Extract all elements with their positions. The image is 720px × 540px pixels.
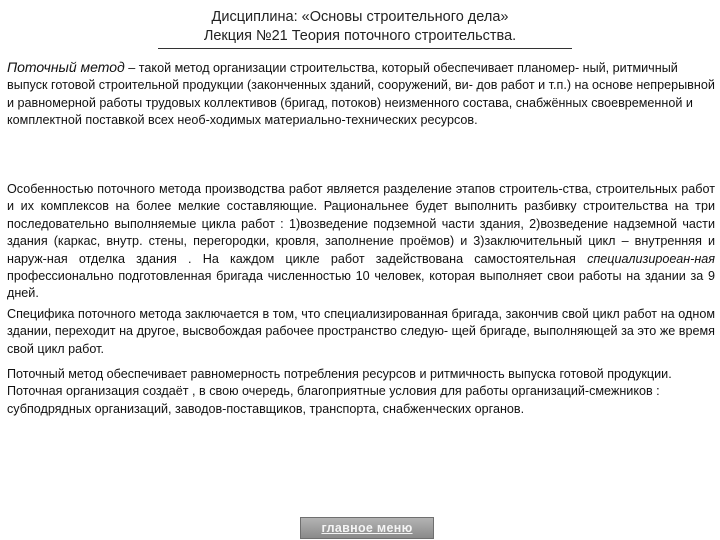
paragraph-definition xyxy=(7,59,715,130)
main-menu-label: главное меню xyxy=(321,521,413,535)
paragraph-specifics: Специфика поточного метода заключается в том, что специализированная бригада, закончив свой цикл работ на одном здании, переходит на другое, высвобождая рабочее пространство следую- щей бригаде, выполняющей за это же время свой цикл работ. xyxy=(7,307,715,356)
definition-text: – такой метод организации строительства, который обеспечивает планомер- ный, ритмичный выпуск готовой строительной продукции (законченных зданий, сооружений, ви- дов работ и т.п.) на основе непрерывной и равномерной работы трудовых коллективов (бригад, потоков) неизменного состава, снабжённых своевременной и комплектной поставкой всех необ-ходимых материально-технических ресурсов. xyxy=(7,61,715,128)
paragraph-uniformity: Поточный метод обеспечивает равномерность потребления ресурсов и ритмичность выпуска готовой продукции. Поточная организация создаёт , в свою очередь, благоприятные условия для работы организаций-смежников : субподрядных организаций, заводов-поставщиков, транспорта, снабженческих органов. xyxy=(7,367,672,416)
paragraph-features xyxy=(7,181,715,303)
header-divider xyxy=(158,48,572,49)
lecture-header xyxy=(0,8,720,46)
main-menu-button[interactable] xyxy=(300,517,434,539)
features-text-start: Особенностью поточного метода производства работ является разделение этапов строитель-ства, строительных работ и их комплексов на более мелкие составляющие. Рациональнее будет выполнить разбивку строительства на три последовательно выполняемые цикла работ : 1)возведение подземной части здания, 2)возведение надземной части здания (каркас, внутр. стены, перегородки, кровля, заполнение проёмов) и 3)заключительный цикл – внутренняя и наруж-ная отделка здания . На каждом цикле работ задействована самостоятельная xyxy=(7,182,715,266)
features-text-end: профессионально подготовленная бригада численностью 10 человек, которая выполняет свои работы на здании за 9 дней. xyxy=(7,269,715,301)
specialized-word: специализироеан-ная xyxy=(587,251,715,266)
lecture-title: Лекция №21 Теория поточного строительства. xyxy=(203,28,517,44)
defined-term: Поточный метод xyxy=(7,59,125,75)
discipline-title: Дисциплина: «Основы строительного дела» xyxy=(211,9,509,25)
